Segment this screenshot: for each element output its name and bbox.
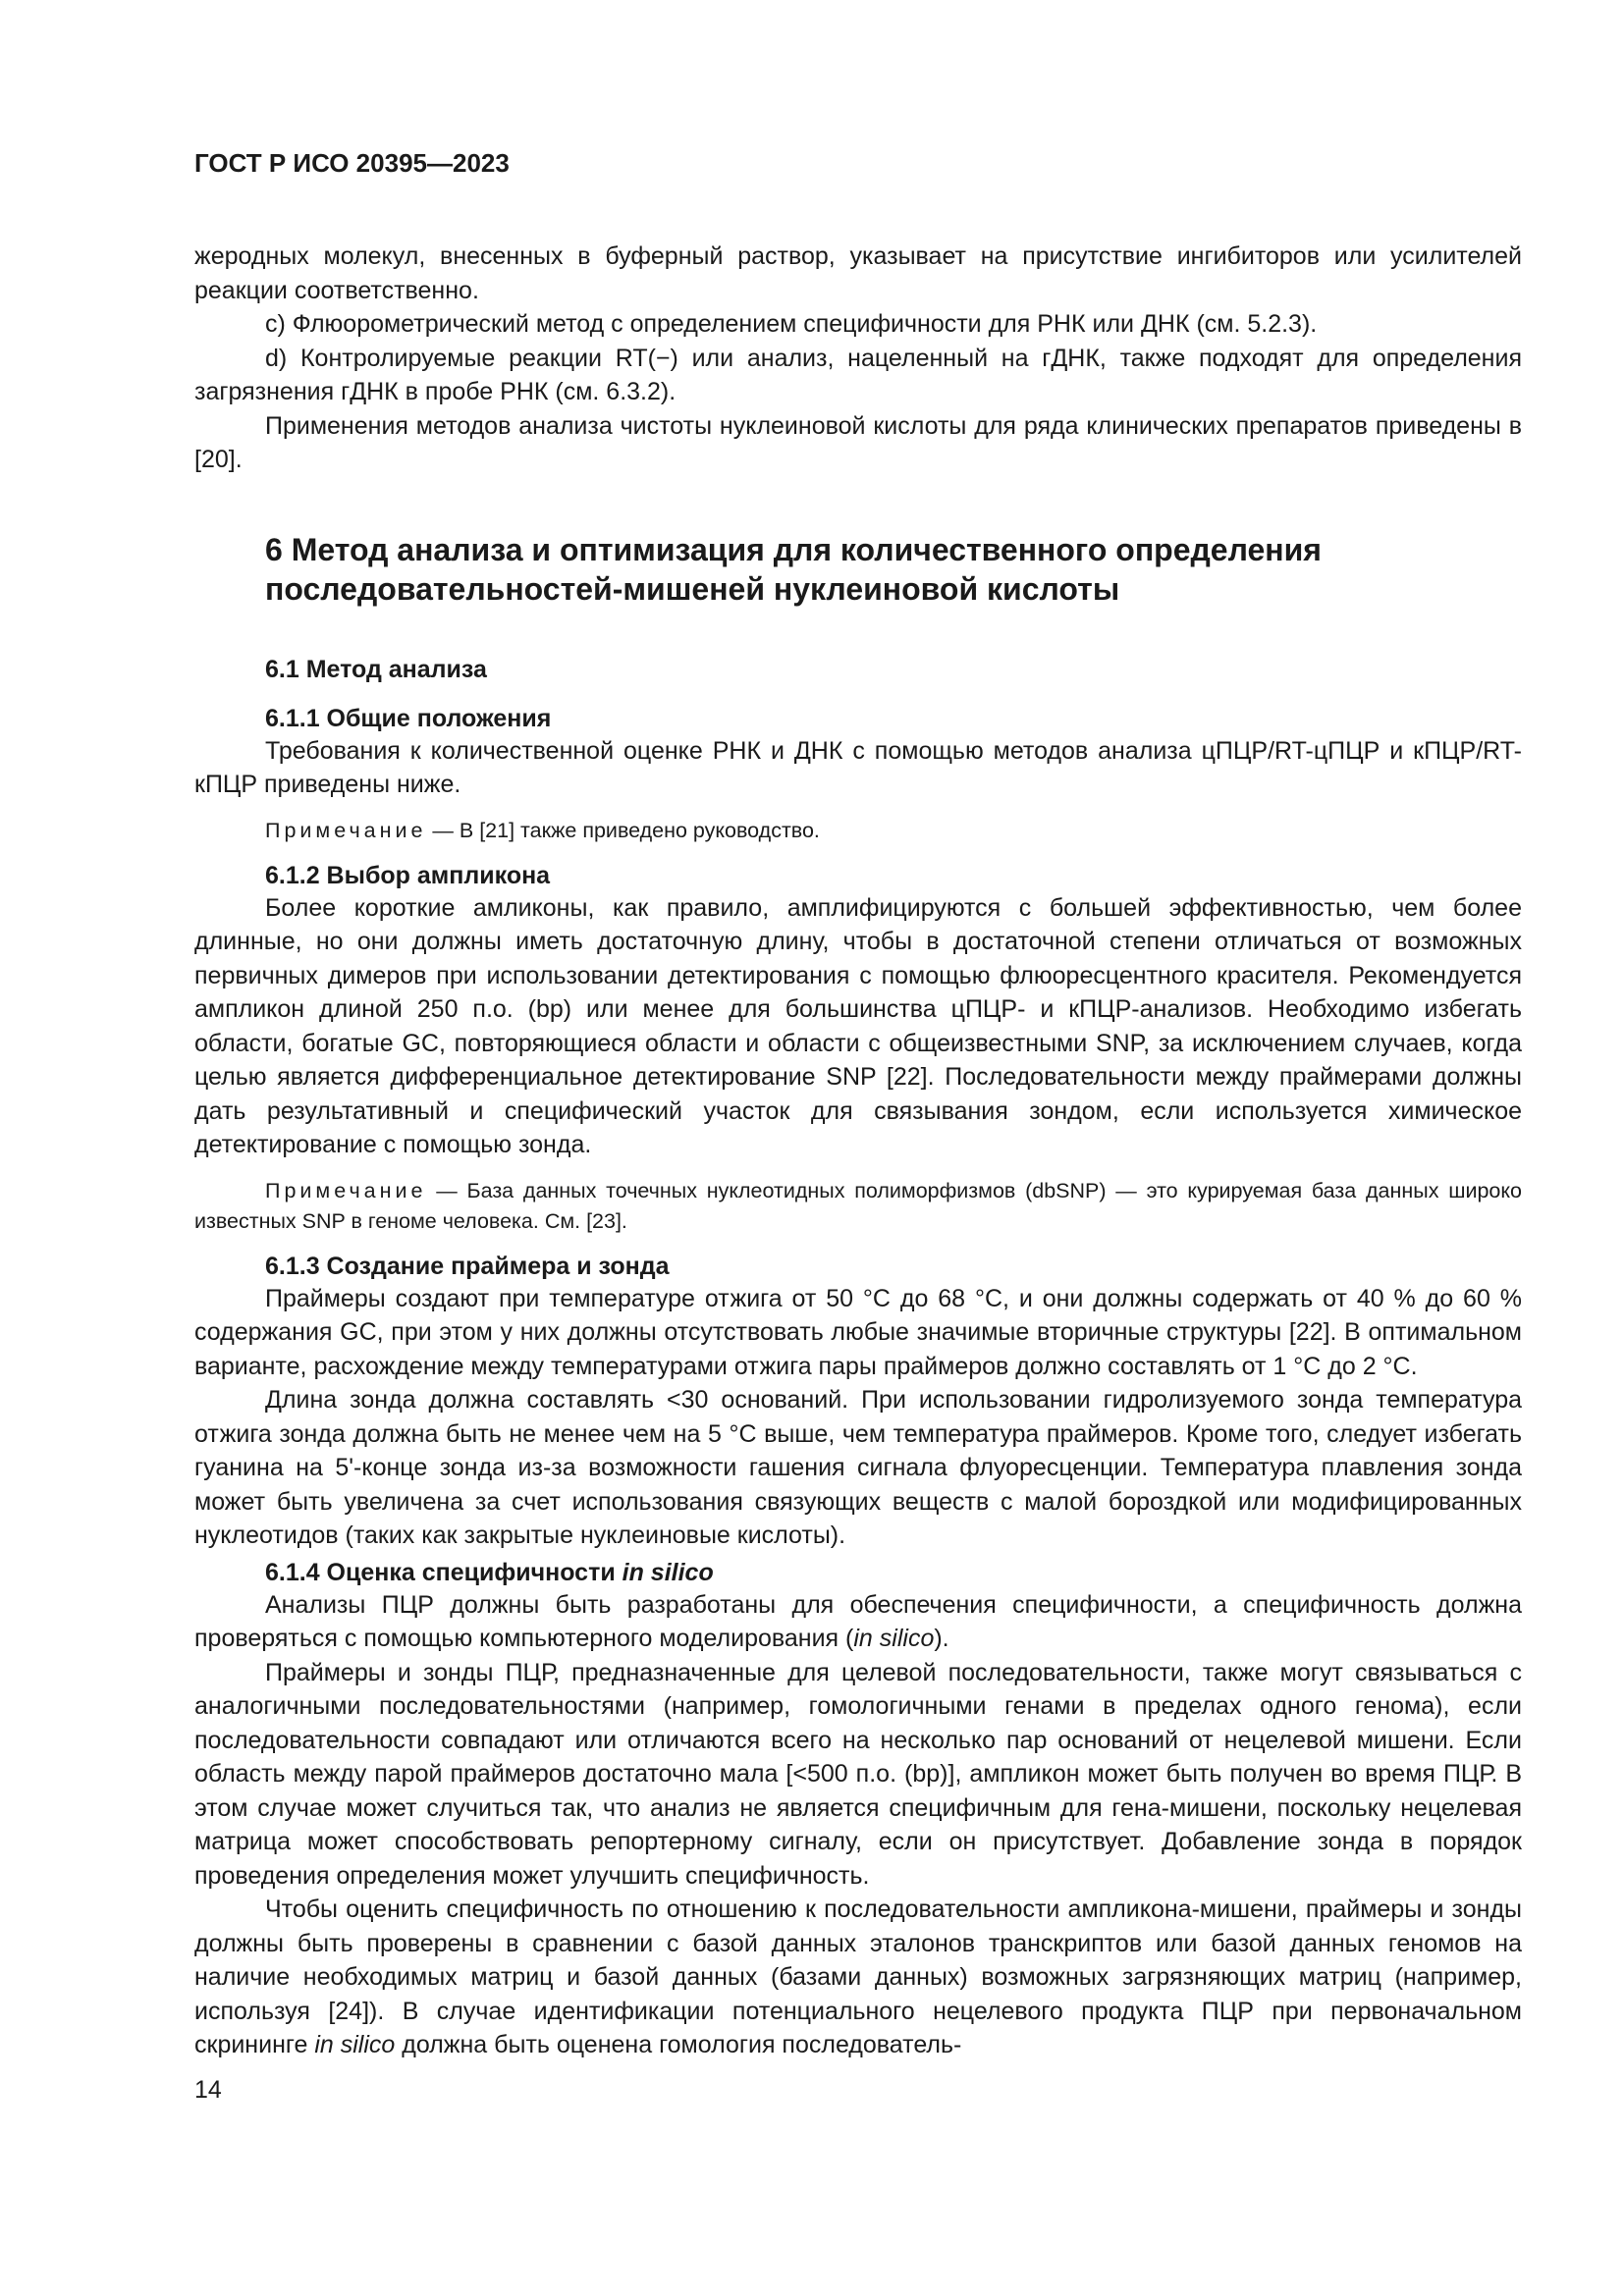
section-6-1-2-paragraph: Более короткие амликоны, как правило, амплифицируются с большей эффективностью, чем более длинные, но они должны иметь достаточную длину, чтобы в достаточной степени отличаться от возможных первичных димеров при использовании детектирования с помощью флюоресцентного красителя. Рекомендуется ампликон длиной 250 п.о. (bp) или менее для большинства цПЦР- и кПЦР-анализов. Необходимо избегать области, богатые GC, повторяющиеся области и области с общеизвестными SNP, за исключением случаев, когда целью является дифференциальное детектирование SNP [22]. Последовательности между праймерами должны дать результативный и специфический участок для связывания зондом, если используется химическое детектирование с помощью зонда. [194, 893, 1522, 1158]
paragraph-text: Анализы ПЦР должны быть разработаны для обеспечения специфичности, а специфичность должна проверяться с помощью компьютерного моделирования ( [194, 1590, 1522, 1652]
intro-paragraph-applications: Применения методов анализа чистоты нуклеиновой кислоты для ряда клинических препаратов приведены в [20]. [194, 411, 1522, 473]
section-6-1-4-heading [265, 1557, 1522, 1588]
section-6-1-4-heading-text: 6.1.4 Оценка специфичности [265, 1558, 623, 1586]
note-label: Примечание [265, 1178, 427, 1202]
paragraph-italic: in silico [314, 2031, 396, 2058]
note-text: — База данных точечных нуклеотидных полиморфизмов (dbSNP) — это курируемая база данных широко известных SNP в геноме человека. См. [23]. [194, 1178, 1522, 1233]
note-text: — В [21] также приведено руководство. [426, 818, 820, 842]
list-item-c: c) Флюорометрический метод с определением специфичности для РНК или ДНК (см. 5.2.3). [265, 310, 1318, 338]
section-6-heading-line1: 6 Метод анализа и оптимизация для количественного определения [265, 531, 1322, 567]
note-6-1-1 [194, 816, 1522, 846]
list-item-d: d) Контролируемые реакции RT(−) или анализ, нацеленный на гДНК, также подходят для определения загрязнения гДНК в пробе РНК (см. 6.3.2). [194, 344, 1522, 405]
section-6-1-3-paragraph-primers: Праймеры создают при температуре отжига от 50 °С до 68 °С, и они должны содержать от 40 % до 60 % содержания GC, при этом у них должны отсутствовать любые значимые вторичные структуры [22]. В оптимальном варианте, расхождение между температурами отжига пары праймеров должно составлять от 1 °С до 2 °С. [194, 1284, 1522, 1380]
document-page [194, 147, 1522, 2106]
section-6-1-4-paragraph-1 [194, 1588, 1522, 1656]
section-6-heading-line2: последовательностей-мишеней нуклеиновой кислоты [265, 570, 1120, 607]
intro-paragraph-continuation: жеродных молекул, внесенных в буферный раствор, указывает на присутствие ингибиторов или усилителей реакции соответственно. [194, 242, 1522, 304]
note-label: Примечание [265, 818, 427, 842]
page-number: 14 [194, 2075, 222, 2104]
paragraph-text: Чтобы оценить специфичность по отношению к последовательности ампликона-мишени, праймеры и зонды должны быть проверены в сравнении с базой данных эталонов транскриптов или базой данных геномов на наличие необходимых матриц и базой данных (базами данных) возможных загрязняющих матриц (например, используя [24]). В случае идентификации потенциального нецелевого продукта ПЦР при первоначальном скрининге [194, 1896, 1522, 2058]
document-code-header: ГОСТ Р ИСО 20395—2023 [194, 148, 510, 178]
note-6-1-2 [194, 1176, 1522, 1237]
paragraph-text: ). [934, 1625, 949, 1652]
section-6-heading [265, 530, 1522, 609]
section-6-1-4-heading-italic: in silico [622, 1558, 714, 1586]
section-6-1-1-heading: 6.1.1 Общие положения [265, 704, 552, 732]
section-6-1-1-paragraph: Требования к количественной оценке РНК и ДНК с помощью методов анализа цПЦР/RT-цПЦР и кПЦР/RT-кПЦР приведены ниже. [194, 736, 1522, 798]
section-6-1-3-paragraph-probe: Длина зонда должна составлять <30 оснований. При использовании гидролизуемого зонда температура отжига зонда должна быть не менее чем на 5 °С выше, чем температура праймеров. Кроме того, следует избегать гуанина на 5'-конце зонда из-за возможности гашения сигнала флуоресценции. Температура плавления зонда может быть увеличена за счет использования связующих веществ с малой бороздкой или модифицированных нуклеотидов (таких как закрытые нуклеиновые кислоты). [194, 1386, 1522, 1549]
paragraph-text: должна быть оценена гомология последователь- [395, 2031, 962, 2058]
section-6-1-4-paragraph-2: Праймеры и зонды ПЦР, предназначенные для целевой последовательности, также могут связываться с аналогичными последовательностями (например, гомологичными генами в пределах одного генома), если последовательности совпадают или отличаются всего на несколько пар оснований от нецелевой мишени. Если область между парой праймеров достаточно мала [<500 п.о. (bp)], ампликон может быть получен во время ПЦР. В этом случае может случиться так, что анализ не является специфичным для гена-мишени, поскольку нецелевая матрица может способствовать репортерному сигналу, если он присутствует. Добавление зонда в порядок проведения определения может улучшить специфичность. [194, 1658, 1522, 1890]
section-6-1-2-heading: 6.1.2 Выбор ампликона [265, 861, 551, 889]
section-6-1-3-heading: 6.1.3 Создание праймера и зонда [265, 1252, 670, 1280]
section-6-1-heading: 6.1 Метод анализа [265, 655, 487, 683]
paragraph-italic: in silico [853, 1625, 935, 1652]
section-6-1-4-paragraph-3 [194, 1893, 1522, 2062]
